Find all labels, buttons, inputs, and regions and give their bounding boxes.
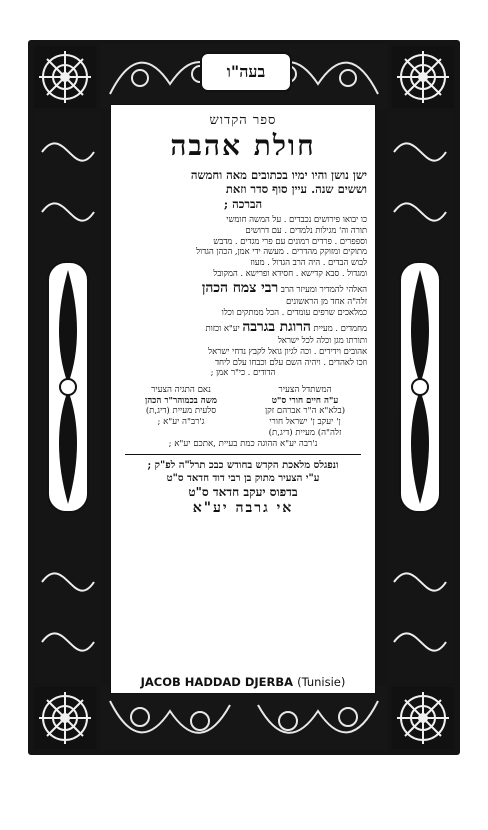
body-line-14: הדודים . כי"ר אמן ; (210, 368, 276, 379)
rabbi-name: רבי צמח הכהן (201, 279, 279, 296)
intro-line-1: ישן נושן והיו ימיו בכתובים מאה וחמשה (190, 168, 367, 183)
body-line-12: אהובים וידידים . וכה לגיון גואל לקבץ נדחי ישראל (208, 346, 367, 357)
body-line-4: מתוקים ומזוקק מהדרים . מעשה ידי אמן, הכהן הגדול (196, 247, 367, 258)
signature-right-4: ן' יעקב ן' ישראל חורי (269, 417, 341, 428)
signature-left-4: ג'רב"ה יע"א ; (157, 417, 205, 428)
printing-line-2: ע"י הצעיר מתוק בן רבי דוד חדאד ס"ט (166, 472, 320, 484)
signature-right-2: ע"ה חיים חורי ס"ט (271, 395, 339, 406)
printing-line-1: ונפגלס מלאכת הקדש בחודש כבכ תרל"ה לפ"ק ; (147, 460, 339, 472)
title-page-text-panel (110, 104, 376, 694)
body-line-10-text: מחמדים . מעיית (313, 323, 367, 334)
signature-right-column (243, 385, 367, 439)
signature-left-3: סלעית מעיית (דיג,ת) (145, 406, 217, 417)
signature-right-3: (בלא"א ה"ר אברהם זקן (264, 406, 346, 417)
book-title: חולת אהבה (170, 131, 316, 163)
body-line-2: תורה וה' מגילות נלמדים . עם דרושים (245, 225, 367, 236)
body-line-3: וספפרים . פרדים רמונים עם פרי מגדים . מדבש (213, 236, 367, 247)
rosette-ornament-top-right (392, 46, 454, 108)
body-line-11: ותורתו מגן וכלה לכל ישראל (277, 336, 367, 347)
body-line-9: כמלאכים שרפים עומדים . הכל ממתקים וכלו (221, 307, 367, 318)
rosette-ornament-bottom-left (34, 687, 96, 749)
community-name: הרוגת בגרבה (242, 318, 311, 335)
top-cartouche (200, 52, 292, 92)
signature-left-1: נאם התגיה הצעיר (151, 384, 211, 395)
body-line-8: זלה"ה אחד מן הראשונים (285, 297, 367, 308)
latin-imprint (113, 675, 373, 689)
body-line-10 (119, 319, 367, 337)
sub-title: ספר הקדוש (209, 113, 277, 128)
signature-right-1: המשתדל הצעיר (278, 384, 332, 395)
rosette-ornament-bottom-right (392, 687, 454, 749)
left-ornamental-column (34, 112, 102, 683)
right-ornamental-column (386, 112, 454, 683)
signature-right-5: זלה"ה) מעיית (דיג,ת) (268, 427, 342, 438)
body-line-1: כו יבואו פירושים נכבדים . על המשה חומשי (226, 215, 367, 226)
signature-block (119, 385, 367, 439)
body-line-10-tail: יע"א וכזות (205, 323, 240, 334)
print-place: אי גרבה יע"א (192, 500, 294, 517)
intro-line-2: וששים שנה. עיין סוף סדר וזאת (225, 182, 367, 197)
signature-footnote: נ'רבה יע"א ההוגה כמת בעיית ,אתכם יע"א ; (168, 438, 318, 449)
body-line-7-text: האלהי להמדיר ומעיזר הרב (280, 284, 367, 295)
signature-left-2: משה בכמוהר"ר הכהן (145, 395, 217, 406)
bottom-floral-band (100, 685, 388, 751)
divider-rule (125, 454, 361, 455)
signature-left-column (119, 385, 243, 439)
body-line-5: לבוש הבדים . היה הרב הגדול . מעוז (250, 258, 367, 269)
intro-line-3: הברכה ; (223, 196, 263, 211)
body-line-7 (119, 280, 367, 298)
body-line-13: וזכו לאהדים . ויהיה השם עלם וכבחו עלם ליחד (214, 357, 367, 368)
rosette-ornament-top-left (34, 46, 96, 108)
latin-imprint-main: JACOB HADDAD DJERBA (140, 675, 294, 689)
latin-imprint-country: (Tunisie) (297, 675, 346, 689)
printer-name: בדפוס יעקב חדאד ס"ט (188, 485, 298, 500)
body-line-6: ומגדול . סבא קדישא . חסידא ופרישא . המקובל (213, 268, 367, 279)
cartouche-label: בעה"ו (226, 62, 266, 81)
